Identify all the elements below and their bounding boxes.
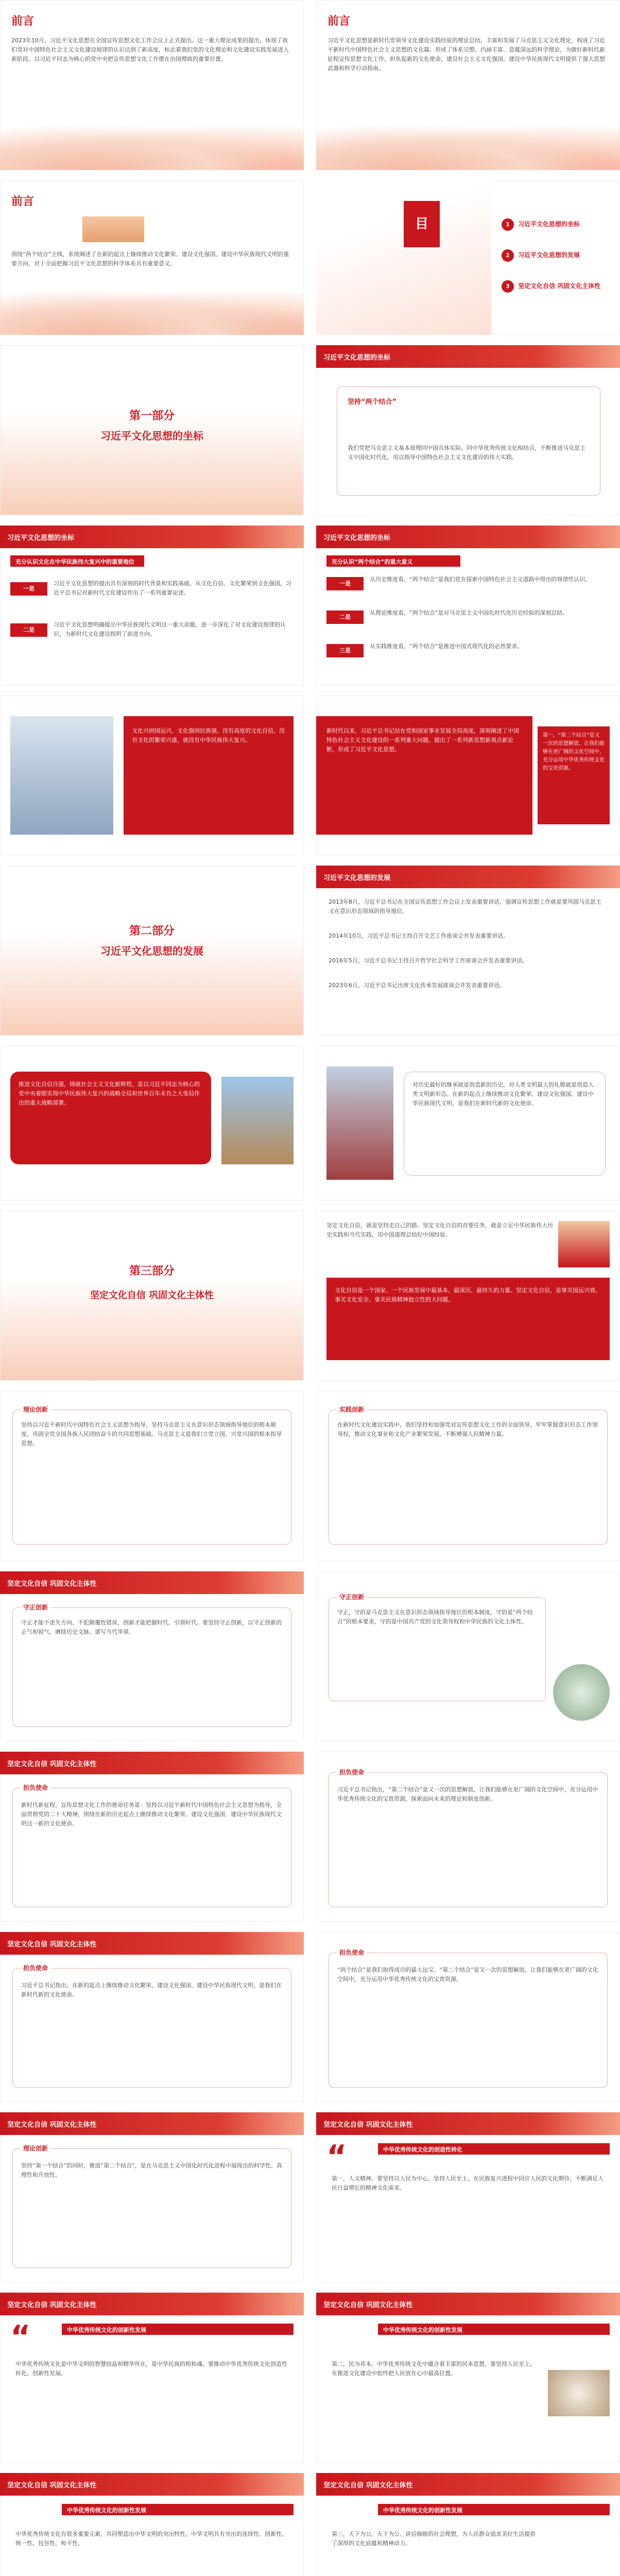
slide-card-9[interactable] <box>0 2112 304 2282</box>
slide-title: 前言 <box>11 15 35 28</box>
card-title: 担负使命 <box>336 1948 367 1957</box>
slide-title: 前言 <box>328 15 351 28</box>
slide-card-8[interactable] <box>316 1932 620 2102</box>
quote-text: 第三，天下为公。天下为公、讲信修睦的社会理想，为人民群众追求美好生活提供了深厚的文化底蕴和精神动力。 <box>332 2531 536 2547</box>
card-text: 我们党把马克思主义基本原理同中国具体实际、同中华优秀传统文化相结合，不断推进马克思主义中国化时代化，用以指导中国特色社会主义文化建设的伟大实践。 <box>348 445 585 461</box>
slide-text: 习近平文化思想是新时代党领导文化建设实践经验的理论总结，丰富和发展了马克思主义文化理论，构成了习近平新时代中国特色社会主义思想的文化篇，形成了体系完整、内涵丰富、意蕴深远的科学理论，为做好新时代新征程宣传思想文化工作，担负起新的文化使命，建设社会主义文化强国、建设中华民族现代文明提供了强大思想武器和科学行动指南。 <box>328 37 605 72</box>
card-text: 在新时代文化建设实践中，我们坚持和加强党对宣传思想文化工作的全面领导，牢牢掌握意识形态工作领导权，推动文化事业和文化产业繁荣发展，不断增强人民精神力量。 <box>337 1421 598 1437</box>
temple-of-heaven-image <box>221 1077 294 1164</box>
section-bar <box>326 555 460 567</box>
slide-card-5[interactable] <box>0 1752 304 1922</box>
slide-header <box>0 2293 304 2315</box>
bubble-text: 推进文化自信自强，铸就社会主义文化新辉煌，是以习近平同志为核心的党中央着眼实现中华民族伟大复兴的战略全局和世界百年未有之大变局作出的重大战略部署。 <box>19 1081 200 1106</box>
slide-preface-2[interactable] <box>316 0 620 170</box>
card-text: 守正，守的是马克思主义在意识形态领域指导地位的根本制度，守的是“两个结合”的根本要求，守的是中国共产党的文化领导权和中华民族的文化主体性。 <box>337 1609 533 1625</box>
header-text: 坚定文化自信 巩固文化主体性 <box>7 2482 97 2489</box>
panel-text: 新时代以来，习近平总书记站在党和国家事业发展全局高度，深刻阐述了中国特色社会主义文化建设的一系列重大问题，提出了一系列新思想新观点新论断，形成了习近平文化思想。 <box>326 727 519 753</box>
header-text: 习近平文化思想的坐标 <box>7 534 75 542</box>
quote-icon: “ <box>326 2139 347 2175</box>
card-title: 守正创新 <box>336 1592 367 1601</box>
card-text: 坚持“第一个结合”的同时，推进“第二个结合”，是在马克思主义中国化时代化进程中展现出的科学性、真理性和开放性。 <box>21 2162 282 2178</box>
header-text: 坚定文化自信 巩固文化主体性 <box>7 1941 97 1948</box>
bubble-card <box>404 1072 606 1176</box>
slide-contents[interactable] <box>316 180 620 335</box>
item-text: 从实践维度看，“两个结合”是推进中国式现代化的必然要求。 <box>370 643 523 650</box>
timeline-item: 2016年5月，习近平总书记主持召开哲学社会科学工作座谈会并发表重要讲话。 <box>329 957 528 964</box>
timeline-item: 2023年6月，习近平总书记出席文化传承发展座谈会并发表重要讲话。 <box>329 982 505 989</box>
slide-header <box>316 2112 620 2135</box>
side-text: 第一，“第二个结合”是又一次的思想解放，让我们能够在更广阔的文化空间中，充分运用中华优秀传统文化的宝贵资源。 <box>543 733 605 771</box>
part-number: 第一部分 <box>129 410 175 422</box>
card-title: 守正创新 <box>20 1603 51 1612</box>
header-text: 坚定文化自信 巩固文化主体性 <box>7 1580 97 1588</box>
slide-part-1[interactable] <box>0 345 304 515</box>
card-title: 担负使命 <box>336 1768 367 1776</box>
quote-text: 第二，民为邦本。中华优秀传统文化中蕴含着丰富的民本思想，要坚持人民至上，在推进文化建设中始终把人民放在心中最高位置。 <box>332 2361 536 2377</box>
panel-text: 文化自信是一个国家、一个民族发展中最基本、最深沉、最持久的力量。坚定文化自信，是事关国运兴衰、事关文化安全、事关民族精神独立性的大问题。 <box>335 1287 601 1303</box>
red-bubble <box>10 1072 211 1164</box>
section-bar-text: 中华优秀传统文化的创新性发展 <box>67 2327 146 2333</box>
top-text: 坚定文化自信，就是坚持走自己的路。坚定文化自信的首要任务，就是立足中华民族伟大历史实践和当代实践，用中国道理总结好中国经验。 <box>326 1222 553 1238</box>
slide-preface-3[interactable] <box>0 180 304 335</box>
timeline-item: 2014年10月，习近平总书记主持召开文艺工作座谈会并发表重要讲话。 <box>329 933 509 939</box>
card-title: 实践创新 <box>336 1405 367 1414</box>
content-card <box>12 1964 291 2088</box>
card-title: 坚持“两个结合” <box>348 398 397 406</box>
slide-card-6[interactable] <box>316 1752 620 1922</box>
section-bar <box>378 2324 610 2335</box>
content-card <box>12 2145 291 2268</box>
header-text: 习近平文化思想的发展 <box>323 874 391 882</box>
side-box <box>538 726 610 824</box>
slide-card-4[interactable] <box>316 1571 620 1741</box>
palace-image <box>326 1066 393 1180</box>
fan-image <box>548 2370 610 2416</box>
section-bar <box>62 2324 294 2335</box>
section-bar-text: 充分认识“两个结合”的重大意义 <box>332 558 413 565</box>
part-number: 第二部分 <box>129 925 175 938</box>
content-card <box>12 1406 291 1545</box>
slide-card-3[interactable] <box>0 1571 304 1741</box>
section-bar <box>378 2143 610 2155</box>
slide-part-3[interactable] <box>0 1211 304 1381</box>
slide-header <box>0 1571 304 1594</box>
huabiao-image <box>10 716 113 835</box>
slide-palace[interactable] <box>316 1046 620 1200</box>
slide-quote-5[interactable] <box>316 2473 620 2576</box>
section-bar-text: 中华优秀传统文化的创新性发展 <box>383 2327 462 2333</box>
card-text: 习近平总书记指出，“第二个结合”是又一次的思想解放，让我们能够在更广阔的文化空间中，充分运用中华优秀传统文化的宝贵资源，探索面向未来的理论和制度创新。 <box>337 1786 598 1802</box>
contents-item-label: 习近平文化思想的发展 <box>518 251 580 259</box>
section-bar <box>10 555 144 567</box>
slide-header <box>0 1932 304 1955</box>
part-number: 第三部分 <box>129 1265 175 1278</box>
slide-huabiao[interactable] <box>0 696 304 855</box>
part-title: 习近平文化思想的坐标 <box>100 430 203 442</box>
header-text: 坚定文化自信 巩固文化主体性 <box>323 2482 413 2489</box>
tag: 一是 <box>326 577 364 590</box>
red-panel <box>124 716 294 835</box>
contents-label-box: 目 <box>404 201 440 247</box>
slide-status-1[interactable] <box>0 526 304 685</box>
quote-text: 中华优秀传统文化是中华文明的智慧结晶和精华所在，是中华民族的根和魂。要推动中华优秀传统文化创造性转化、创新性发展。 <box>15 2361 287 2377</box>
slide-title: 前言 <box>11 195 35 208</box>
card-title: 理论创新 <box>20 1405 51 1414</box>
section-bar-text: 充分认识文化在中华民族伟大复兴中的重要地位 <box>15 558 134 565</box>
slide-part-2[interactable] <box>0 866 304 1036</box>
temple-image <box>558 1221 610 1267</box>
panel-text: 文化兴则国运兴，文化强则民族强。没有高度的文化自信，没有文化的繁荣兴盛，就没有中华民族伟大复兴。 <box>132 727 285 743</box>
part-title: 习近平文化思想的发展 <box>100 945 203 957</box>
item-text: 从理论维度看，“两个结合”是对马克思主义中国化时代化历史经验的深刻总结。 <box>370 609 569 616</box>
slide-confidence[interactable] <box>316 1211 620 1381</box>
red-panel <box>316 716 532 835</box>
slide-quote-2[interactable] <box>0 2293 304 2463</box>
slide-header <box>316 866 620 888</box>
slide-header <box>316 526 620 548</box>
slide-header <box>0 1752 304 1774</box>
slide-card-7[interactable] <box>0 1932 304 2102</box>
red-panel <box>326 1278 610 1360</box>
lion-statue-image <box>82 216 144 242</box>
contents-item[interactable]: 1 习近平文化思想的坐标 <box>502 216 605 232</box>
item-text: 习近平文化思想的提出具有深刻的时代背景和实践基础，从文化自信、文化繁荣到文化强国，习近平总书记对新时代文化建设作出了一系列重要论述。 <box>54 580 291 596</box>
lotus-image <box>553 1664 610 1721</box>
header-text: 习近平文化思想的坐标 <box>323 354 391 362</box>
slide-header <box>316 345 620 368</box>
slide-temple[interactable] <box>0 1046 304 1200</box>
contents-item[interactable]: 3 坚定文化自信 巩固文化主体性 <box>502 278 615 294</box>
contents-item[interactable]: 2 习近平文化思想的发展 <box>502 247 605 263</box>
decor-swirl <box>0 289 304 335</box>
content-card <box>329 1406 608 1545</box>
card-title: 担负使命 <box>20 1963 51 1972</box>
item-text: 从历史维度看，“两个结合”是我们党在探索中国特色社会主义道路中得出的规律性认识。 <box>370 576 591 583</box>
tag: 三是 <box>326 644 364 657</box>
content-card <box>329 1949 608 2088</box>
card-text: 新时代新征程，宣传思想文化工作的使命任务是：坚持以习近平新时代中国特色社会主义思想为指导，全面贯彻党的二十大精神，围绕在新的历史起点上继续推动文化繁荣、建设文化强国、建设中华民族现代文明这一新的文化使命。 <box>21 1802 282 1827</box>
header-text: 坚定文化自信 巩固文化主体性 <box>323 2301 413 2309</box>
slide-text: 围绕“两个结合”主线，系统阐述了在新的起点上继续推动文化繁荣、建设文化强国、建设中华民族现代文明的重要方向，对于全面把握习近平文化思想的科学体系具有重要意义。 <box>11 251 289 267</box>
header-text: 坚定文化自信 巩固文化主体性 <box>7 2121 97 2129</box>
section-bar <box>62 2504 294 2515</box>
slide-quote-3[interactable] <box>316 2293 620 2463</box>
slide-header <box>0 526 304 548</box>
slide-header <box>0 2112 304 2135</box>
contents-item-label: 习近平文化思想的坐标 <box>518 221 580 228</box>
slide-header <box>316 2473 620 2496</box>
content-card <box>12 1604 291 1727</box>
content-card <box>337 386 600 496</box>
card-text: 坚持以习近平新时代中国特色社会主义思想为指导，坚持马克思主义在意识形态领域指导地位的根本制度，巩固全党全国各族人民团结奋斗的共同思想基础。马克思主义是我们立党立国、兴党兴国的根本指导思想。 <box>21 1421 282 1447</box>
slide-preface-1[interactable] <box>0 0 304 170</box>
part-title: 坚定文化自信 巩固文化主体性 <box>90 1290 214 1301</box>
header-text: 坚定文化自信 巩固文化主体性 <box>7 2301 97 2309</box>
card-title: 理论创新 <box>20 2144 51 2153</box>
section-bar <box>378 2504 610 2515</box>
quote-text: 中华优秀传统文化有很多重要元素，共同塑造出中华文明的突出特性。中华文明具有突出的连续性、创新性、统一性、包容性、和平性。 <box>15 2531 287 2547</box>
slide-card-2[interactable] <box>316 1391 620 1561</box>
timeline-item: 2013年8月，习近平总书记在全国宣传思想工作会议上发表重要讲话，强调宣传思想工作就是要巩固马克思主义在意识形态领域的指导地位。 <box>329 899 601 914</box>
slide-header <box>0 2473 304 2496</box>
slide-header <box>316 2293 620 2315</box>
header-text: 坚定文化自信 巩固文化主体性 <box>323 2121 413 2129</box>
slide-red-box[interactable] <box>316 696 620 855</box>
decor-swirl <box>0 124 304 170</box>
slide-text: 2023年10月，习近平文化思想在全国宣传思想文化工作会议上正式提出。这一重大理论成果的提出，体现了我们党对中国特色社会主义文化建设规律的认识达到了新高度，标志着我们党的文化理论和文化建设实践发展进入新阶段。以习近平同志为核心的党中央把宣传思想文化工作摆在治国理政的重要位置。 <box>11 37 289 62</box>
content-card <box>12 1784 291 1907</box>
content-card <box>329 1594 546 1701</box>
card-text: 对历史最好的继承就是创造新的历史，对人类文明最大的礼敬就是创造人类文明新形态。在新的起点上继续推动文化繁荣、建设文化强国、建设中华民族现代文明，是我们在新时代新的文化使命。 <box>412 1081 594 1107</box>
section-bar-text: 中华优秀传统文化的创新性发展 <box>67 2507 146 2514</box>
content-card <box>329 1769 608 1907</box>
item-text: 习近平文化思想明确提出中华民族现代文明这一重大命题，进一步深化了对文化建设规律的认识，为新时代文化建设指明了前进方向。 <box>54 621 286 637</box>
slide-status-2[interactable] <box>316 526 620 685</box>
card-text: 守正才能不迷失方向、不犯颠覆性错误，创新才能把握时代、引领时代。要坚持守正创新，以守正创新的正气和锐气，赓续历史文脉、谱写当代华章。 <box>21 1619 282 1635</box>
section-bar-text: 中华优秀传统文化的创新性发展 <box>383 2507 462 2514</box>
card-text: “两个结合”是我们取得成功的最大法宝。“第二个结合”是又一次的思想解放，让我们能够在更广阔的文化空间中，充分运用中华优秀传统文化的宝贵资源。 <box>337 1967 598 1982</box>
contents-item-label: 坚定文化自信 巩固文化主体性 <box>518 282 601 290</box>
decor-swirl <box>316 124 620 170</box>
card-title: 担负使命 <box>20 1783 51 1792</box>
card-text: 习近平总书记指出，在新的起点上继续推动文化繁荣、建设文化强国、建设中华民族现代文明，是我们在新时代新的文化使命。 <box>21 1982 282 1998</box>
slide-card-1[interactable] <box>0 1391 304 1561</box>
quote-icon: “ <box>10 2319 31 2355</box>
tag: 二是 <box>326 611 364 624</box>
slide-two-combinations[interactable] <box>316 345 620 515</box>
slide-quote-4[interactable] <box>0 2473 304 2576</box>
header-text: 坚定文化自信 巩固文化主体性 <box>7 1760 97 1768</box>
quote-text: 第一，人文精神。要坚持以人民为中心，坚持人民至上，在民族复兴进程中回应人民的文化期待，不断满足人民日益增长的精神文化需求。 <box>332 2175 604 2191</box>
section-bar-text: 中华优秀传统文化的创造性转化 <box>383 2146 462 2153</box>
header-text: 习近平文化思想的坐标 <box>323 534 391 542</box>
tag: 一是 <box>10 582 47 596</box>
tag: 二是 <box>10 623 47 637</box>
slide-quote-1[interactable] <box>316 2112 620 2282</box>
slide-timeline[interactable] <box>316 866 620 1036</box>
